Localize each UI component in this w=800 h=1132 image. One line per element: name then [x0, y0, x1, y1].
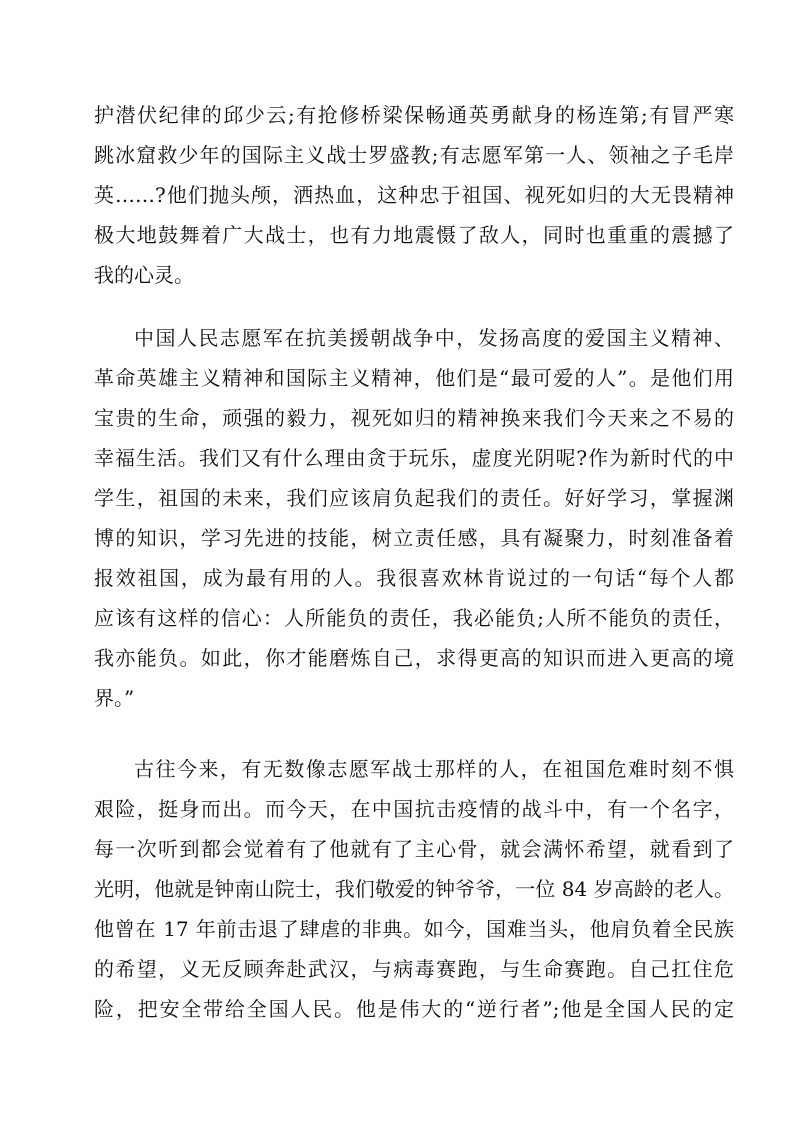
paragraph-3 [94, 749, 734, 1029]
paragraph-line: 博的知识，学习先进的技能，树立责任感，具有凝聚力，时刻准备着 [94, 526, 734, 550]
paragraph-line: 的希望，义无反顾奔赴武汉，与病毒赛跑，与生命赛跑。自己扛住危 [94, 957, 734, 981]
paragraph-line: 跳冰窟救少年的国际主义战士罗盛教;有志愿军第一人、领袖之子毛岸 [94, 143, 734, 167]
paragraph-line: 古往今来，有无数像志愿军战士那样的人，在祖国危难时刻不惧 [134, 757, 734, 781]
paragraph-line: 艰险，挺身而出。而今天，在中国抗击疫情的战斗中，有一个名字， [94, 797, 734, 821]
paragraph-line: 每一次听到都会觉着有了他就有了主心骨，就会满怀希望，就看到了 [94, 837, 734, 861]
paragraph-line: 我亦能负。如此，你才能磨炼自己，求得更高的知识而进入更高的境 [94, 646, 734, 670]
paragraph-line: 极大地鼓舞着广大战士，也有力地震慑了敌人，同时也重重的震撼了 [94, 223, 734, 247]
paragraph-line: 险，把安全带给全国人民。他是伟大的“逆行者”;他是全国人民的定 [94, 997, 734, 1021]
paragraph-line: 他曾在 17 年前击退了肆虐的非典。如今，国难当头，他肩负着全民族 [94, 917, 734, 941]
paragraph-line: 学生，祖国的未来，我们应该肩负起我们的责任。好好学习，掌握渊 [94, 486, 734, 510]
paragraph-2 [94, 318, 734, 718]
paragraph-line: 宝贵的生命，顽强的毅力，视死如归的精神换来我们今天来之不易的 [94, 406, 734, 430]
paragraph-line: 我的心灵。 [94, 263, 194, 287]
paragraph-line: 英……?他们抛头颅，洒热血，这种忠于祖国、视死如归的大无畏精神 [94, 183, 734, 207]
paragraph-line: 幸福生活。我们又有什么理由贪于玩乐，虚度光阴呢?作为新时代的中 [94, 446, 734, 470]
paragraph-line: 护潜伏纪律的邱少云;有抢修桥梁保畅通英勇献身的杨连第;有冒严寒 [94, 103, 734, 127]
paragraph-line: 中国人民志愿军在抗美援朝战争中，发扬高度的爱国主义精神、 [134, 326, 734, 350]
paragraph-1 [94, 95, 734, 295]
paragraph-line: 报效祖国，成为最有用的人。我很喜欢林肯说过的一句话“每个人都 [94, 566, 734, 590]
paragraph-line: 光明，他就是钟南山院士，我们敬爱的钟爷爷，一位 84 岁高龄的老人。 [94, 877, 734, 901]
paragraph-line: 界。” [94, 686, 135, 710]
paragraph-line: 应该有这样的信心：人所能负的责任，我必能负;人所不能负的责任， [94, 606, 734, 630]
paragraph-line: 革命英雄主义精神和国际主义精神，他们是“最可爱的人”。是他们用 [94, 366, 734, 390]
